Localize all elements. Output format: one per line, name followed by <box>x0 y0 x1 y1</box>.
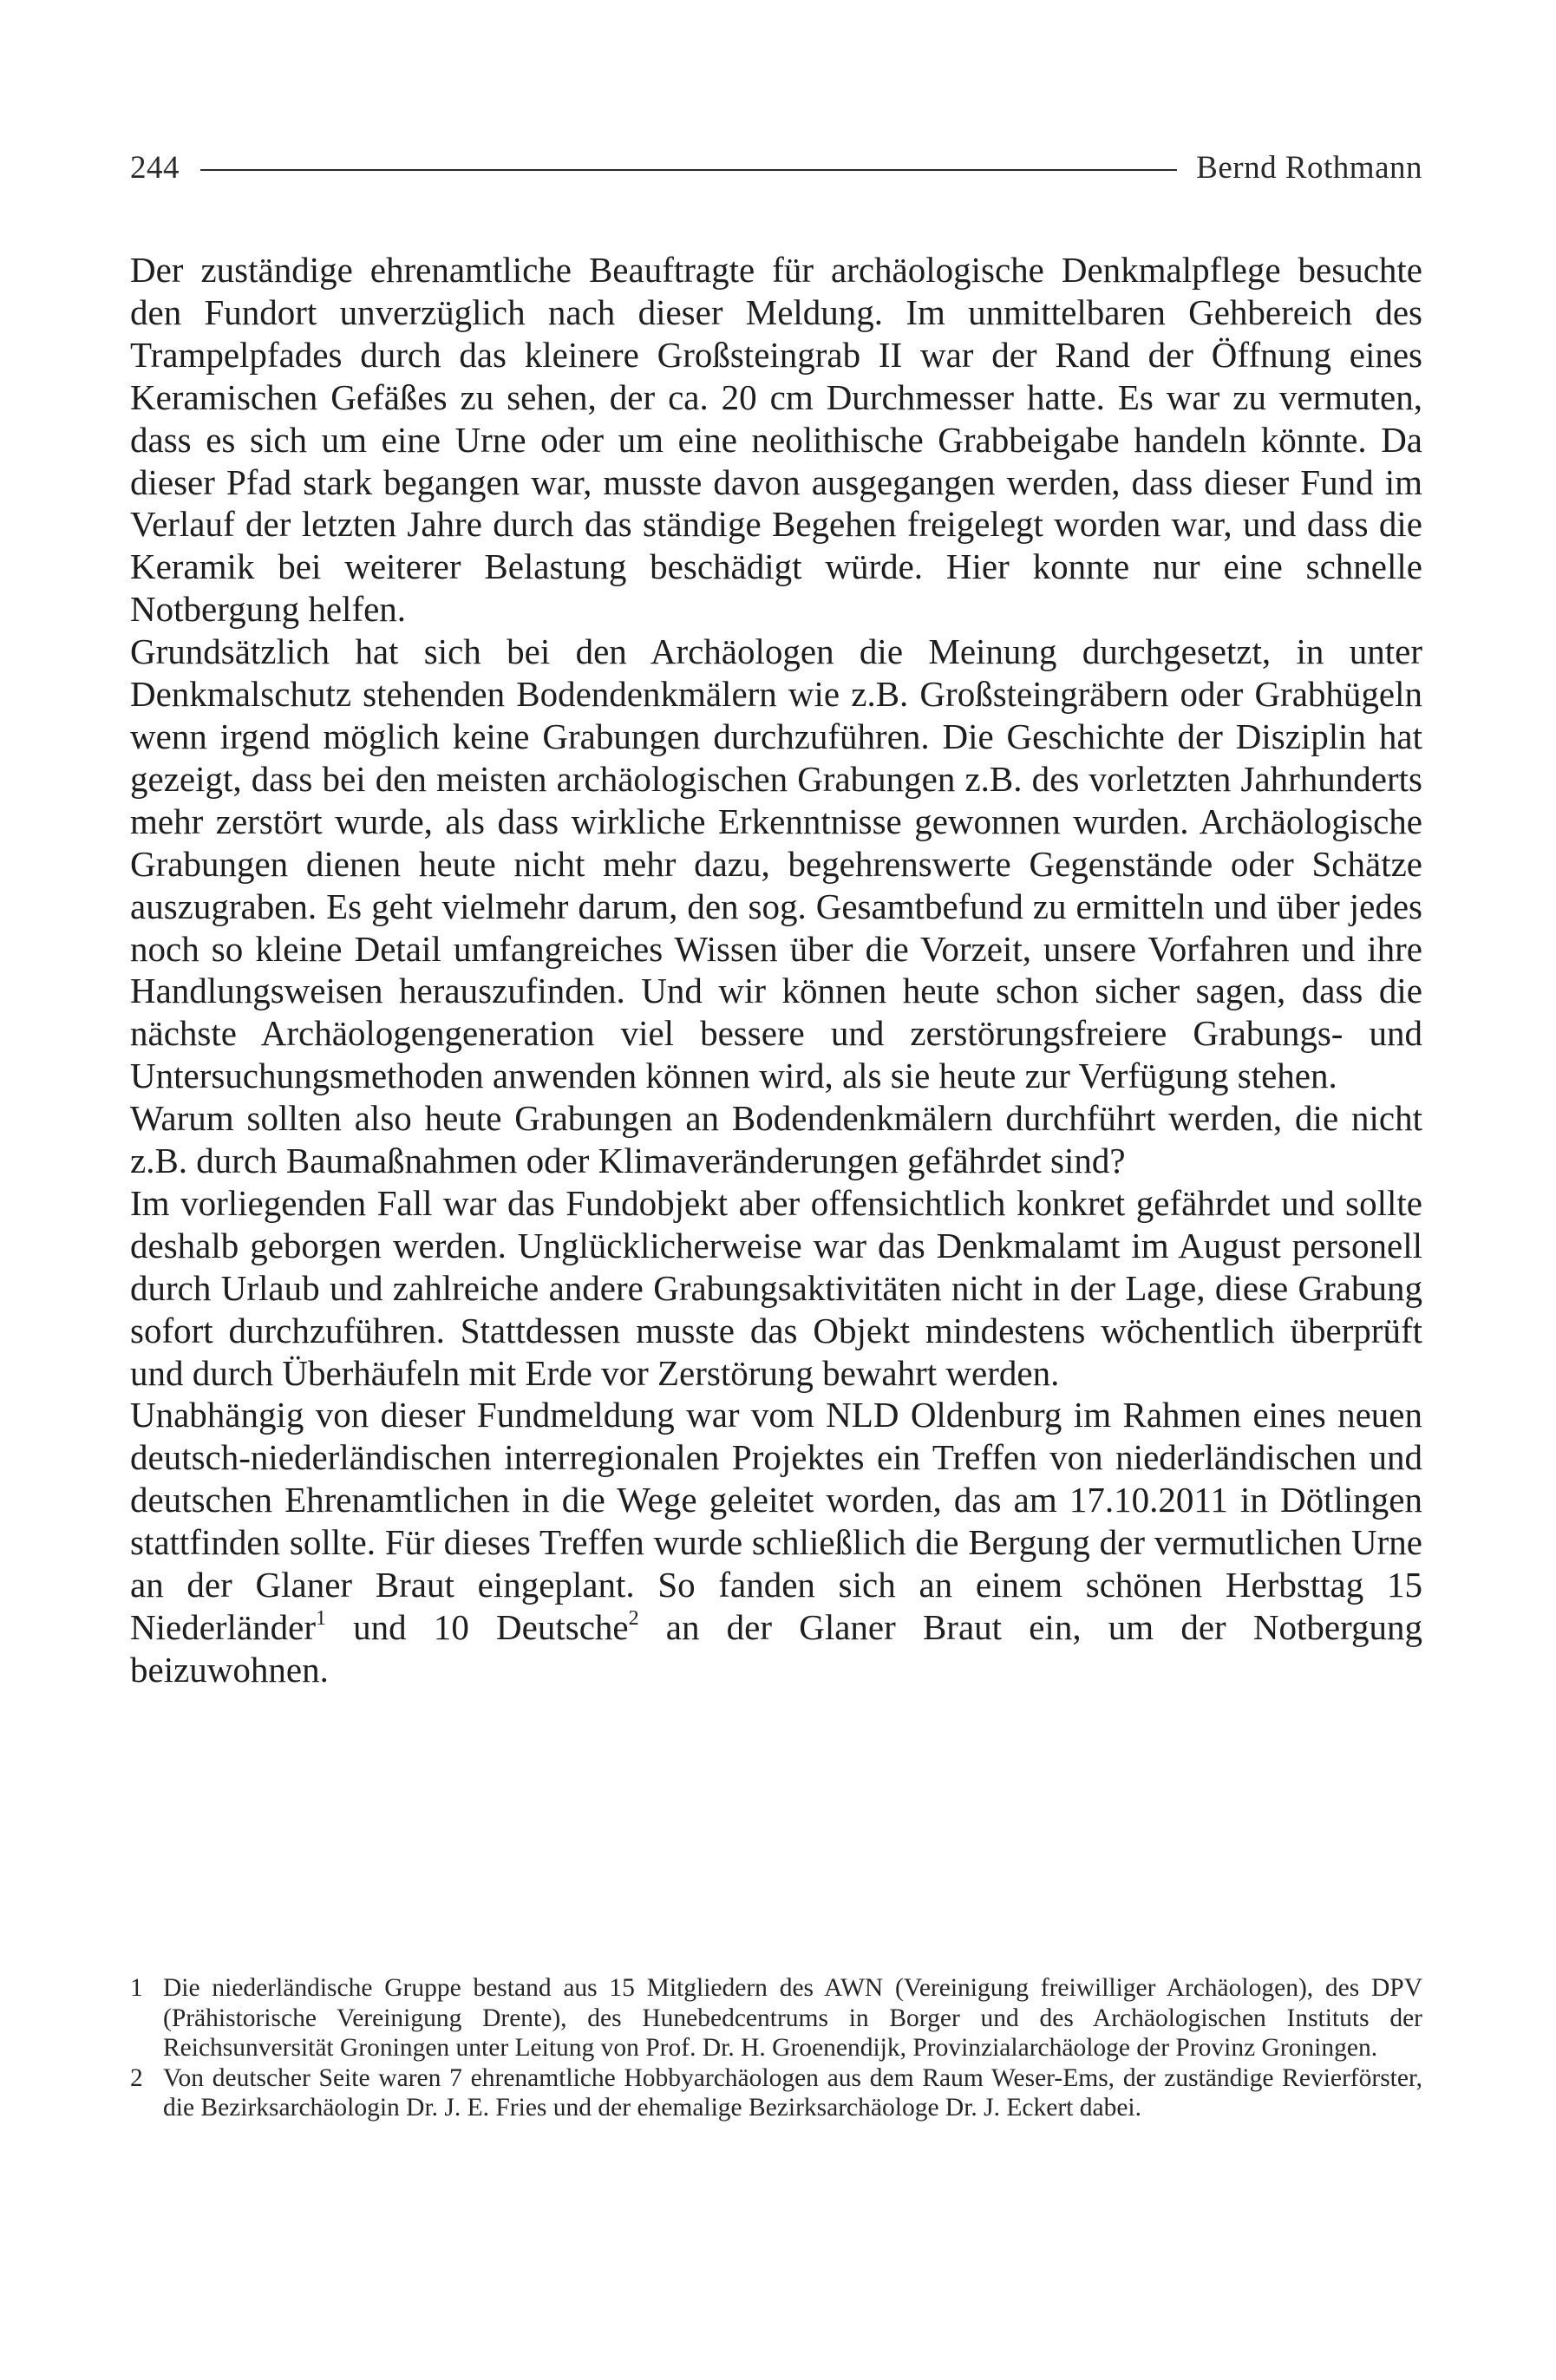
book-page <box>130 0 1422 2380</box>
paragraph-unabhaengig <box>130 1394 1422 1690</box>
footnote-text: Die niederländische Gruppe bestand aus 15 Mitgliedern des AWN (Vereinigung freiwilliger Archäologen), des DPV (Prähistorische Vereinigung Drente), des Hunebedcentrums in Borger und des Archäologischen Instituts der Reichsunversität Groningen unter Leitung von Prof. Dr. H. Groenendijk, Provinzialarchäologe der Provinz Groningen. <box>163 1974 1422 2063</box>
footnote-number: 1 <box>130 1974 143 2002</box>
paragraph-warum: Warum sollten also heute Grabungen an Bodendenkmälern durchführt werden, die nicht z.B. durch Baumaßnahmen oder Klimaveränderungen gefährdet sind? <box>130 1098 1422 1181</box>
footnotes <box>130 1973 1422 2123</box>
footnote-text: Von deutscher Seite waren 7 ehrenamtliche Hobbyarchäologen aus dem Raum Weser-Ems, der zuständige Revierförster, die Bezirksarchäologin Dr. J. E. Fries und der ehemalige Bezirksarchäologe Dr. J. Eckert dabei. <box>163 2063 1422 2122</box>
paragraph-text-part: Unabhängig von dieser Fundmeldung war vom NLD Oldenburg im Rahmen eines neuen deutsch-niederländischen interregionalen Projektes ein Treffen von niederländischen und deutschen Ehrenamtlichen in die Wege geleitet worden, das am 17.10.2011 in Dötlingen stattfinden sollte. Für dieses Treffen wurde schließlich die Bergung der vermutlichen Urne an der Glaner Braut eingeplant. So fanden sich an einem schönen Herbsttag 15 Niederländer <box>130 1395 1422 1647</box>
footnote-ref-2[interactable]: 2 <box>628 1607 639 1630</box>
footnote-ref-1[interactable]: 1 <box>316 1607 326 1630</box>
page-number: 244 <box>130 150 180 186</box>
paragraph-fundort: Der zuständige ehrenamtliche Beauftragte für archäologische Denkmalpflege besuchte den Fundort unverzüglich nach dieser Meldung. Im unmittelbaren Gehbereich des Trampelpfades durch das kleinere Großsteingrab II war der Rand der Öffnung eines Keramischen Gefäßes zu sehen, der ca. 20 cm Durchmesser hatte. Es war zu vermuten, dass es sich um eine Urne oder um eine neolithische Grabbeigabe handeln könnte. Da dieser Pfad stark begangen war, musste davon ausgegangen werden, dass dieser Fund im Verlauf der letzten Jahre durch das ständige Begehen freigelegt worden war, und dass die Keramik bei weiterer Belastung beschädigt würde. Hier konnte nur eine schnelle Notbergung helfen. <box>130 250 1422 630</box>
paragraph-text-part: an der Glaner Braut ein, um der Notbergung beizuwohnen. <box>130 1607 1422 1690</box>
running-head-author: Bernd Rothmann <box>1196 150 1422 186</box>
paragraph-text-part: und 10 Deutsche <box>326 1607 629 1647</box>
paragraph-fundobjekt: Im vorliegenden Fall war das Fundobjekt aber offensichtlich konkret gefährdet und sollte deshalb geborgen werden. Unglücklicherweise war das Denkmalamt im August personell durch Urlaub und zahlreiche andere Grabungsaktivitäten nicht in der Lage, diese Grabung sofort durchzuführen. Stattdessen musste das Objekt mindestens wöchentlich überprüft und durch Überhäufeln mit Erde vor Zerstörung bewahrt werden. <box>130 1182 1422 1393</box>
footnote-number: 2 <box>130 2063 143 2092</box>
running-head <box>130 149 1422 186</box>
body-text <box>130 249 1422 1691</box>
header-rule <box>200 169 1177 171</box>
footnote-1 <box>130 1973 1422 2063</box>
footnote-2 <box>130 2063 1422 2123</box>
paragraph-grundsaetzlich: Grundsätzlich hat sich bei den Archäologen die Meinung durchgesetzt, in unter Denkmalschutz stehenden Bodendenkmälern wie z.B. Großsteingräbern oder Grabhügeln wenn irgend möglich keine Grabungen durchzuführen. Die Geschichte der Disziplin hat gezeigt, dass bei den meisten archäologischen Grabungen z.B. des vorletzten Jahrhunderts mehr zerstört wurde, als dass wirkliche Erkenntnisse gewonnen wurden. Archäologische Grabungen dienen heute nicht mehr dazu, begehrenswerte Gegenstände oder Schätze auszugraben. Es geht vielmehr darum, den sog. Gesamtbefund zu ermitteln und über jedes noch so kleine Detail umfangreiches Wissen über die Vorzeit, unsere Vorfahren und ihre Handlungsweisen herauszufinden. Und wir können heute schon sicher sagen, dass die nächste Archäologengeneration viel bessere und zerstörungsfreiere Grabungs- und Untersuchungsmethoden anwenden können wird, als sie heute zur Verfügung stehen. <box>130 631 1422 1096</box>
